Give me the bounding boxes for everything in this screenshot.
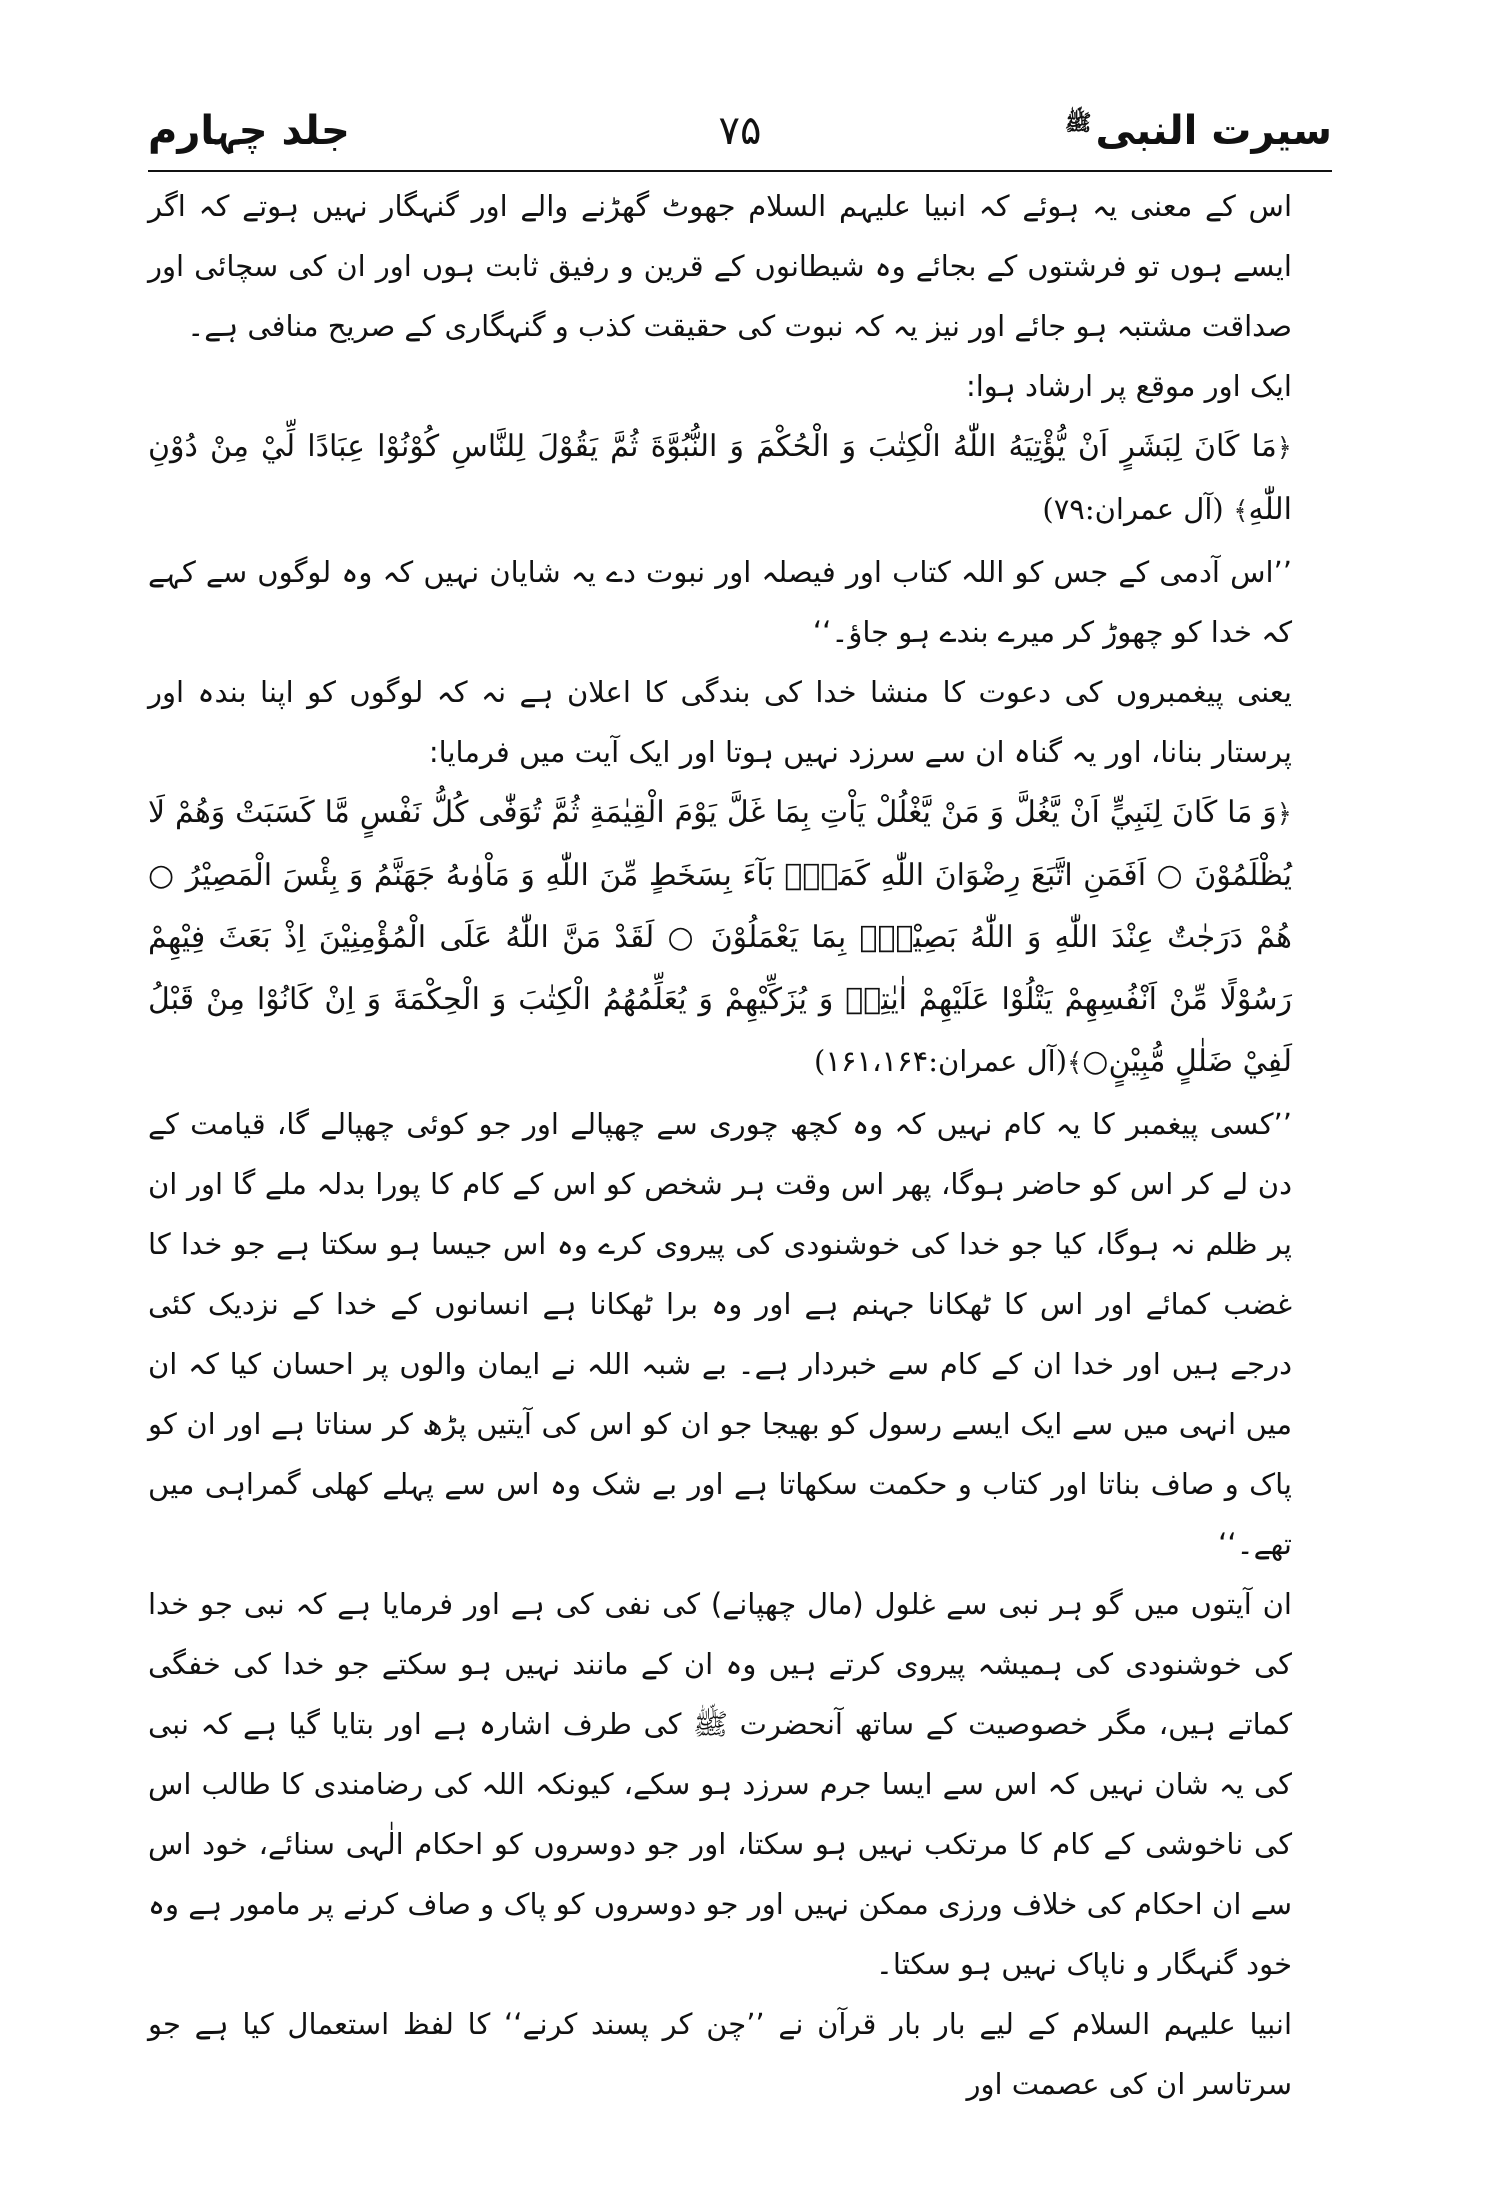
translation-2: ’’کسی پیغمبر کا یہ کام نہیں کہ وہ کچھ چوری سے چھپالے اور جو کوئی چھپالے گا، قیامت کے دن لے کر اس کو حاضر ہوگا، پھر اس وقت ہر شخص کو اس کے کام کا پورا بدلہ ملے گا اور ان پر ظلم نہ ہوگا، کیا جو خدا کی خوشنودی کی پیروی کرے وہ اس جیسا ہو سکتا ہے جو خدا کا غضب کمائے اور اس کا ٹھکانا جہنم ہے اور وہ برا ٹھکانا ہے انسانوں کے خدا کے نزدیک کئی درجے ہیں اور خدا ان کے کام سے خبردار ہے۔ بے شبہ اللہ نے ایمان والوں پر احسان کیا کہ ان میں انہی میں سے ایک ایسے رسول کو بھیجا جو ان کو اس کی آیتیں پڑھ کر سناتا ہے اور ان کو پاک و صاف بناتا اور کتاب و حکمت سکھاتا ہے اور بے شک وہ اس سے پہلے کھلی گمراہی میں تھے۔‘‘ — [148, 1107, 1292, 1561]
paragraph-4: ان آیتوں میں گو ہر نبی سے غلول (مال چھپانے) کی نفی کی ہے اور فرمایا ہے کہ نبی جو خدا کی خوشنودی کی ہمیشہ پیروی کرتے ہیں وہ ان کے مانند نہیں ہو سکتے جو خدا کی خفگی کماتے ہیں، مگر خصوصیت کے ساتھ آنحضرت ﷺ کی طرف اشارہ ہے اور بتایا گیا ہے کہ نبی کی یہ شان نہیں کہ اس سے ایسا جرم سرزد ہو سکے، کیونکہ اللہ کی رضامندی کا طالب اس کی ناخوشی کے کام کا مرتکب نہیں ہو سکتا، اور جو دوسروں کو احکام الٰہی سنائے، خود اس سے ان احکام کی خلاف ورزی ممکن نہیں اور جو دوسروں کو پاک و صاف کرنے پر مامور ہے وہ خود گنہگار و ناپاک نہیں ہو سکتا۔ — [148, 1587, 1292, 1981]
verse-1-text: مَا كَانَ لِبَشَرٍ اَنْ يُّؤْتِيَهُ اللّٰهُ الْكِتٰبَ وَ الْحُكْمَ وَ النُّبُوَّةَ ثُمَّ يَقُوْلَ لِلنَّاسِ كُوْنُوْا عِبَادًا لِّيْ مِنْ دُوْنِ اللّٰهِ — [148, 429, 1292, 527]
verse-close-bracket: ﴾ — [1067, 1048, 1083, 1078]
paragraph-5: انبیا علیہم السلام کے لیے بار بار قرآن نے ’’چن کر پسند کرنے‘‘ کا لفظ استعمال کیا ہے جو سرتاسر ان کی عصمت اور — [148, 2007, 1292, 2101]
quran-verse-1 — [148, 416, 1332, 542]
verse-2-reference: (آل عمران:۱۶۱،۱۶۴) — [814, 1044, 1068, 1078]
header-rule — [148, 170, 1332, 172]
page-header — [148, 108, 1332, 168]
book-title: سیرت النبی — [1095, 108, 1332, 154]
verse-close-bracket: ﴾ — [1233, 496, 1249, 526]
honorific-glyph: ﷺ — [1064, 110, 1092, 136]
page-body — [148, 176, 1332, 2114]
verse-open-bracket: ﴿ — [1276, 433, 1292, 463]
paragraph-1: اس کے معنی یہ ہوئے کہ انبیا علیہم السلام جھوٹ گھڑنے والے اور گنہگار نہیں ہوتے کہ اگر ایسے ہوں تو فرشتوں کے بجائے وہ شیطانوں کے قرین و رفیق ثابت ہوں اور ان کی سچائی اور صداقت مشتبہ ہو جائے اور نیز یہ کہ نبوت کی حقیقت کذب و گنہگاری کے صریح منافی ہے۔ — [148, 189, 1292, 343]
translation-1: ’’اس آدمی کے جس کو اللہ کتاب اور فیصلہ اور نبوت دے یہ شایان نہیں کہ وہ لوگوں سے کہے کہ خدا کو چھوڑ کر میرے بندے ہو جاؤ۔‘‘ — [148, 555, 1292, 649]
paragraph-3: یعنی پیغمبروں کی دعوت کا منشا خدا کی بندگی کا اعلان ہے نہ کہ لوگوں کو اپنا بندہ اور پرستار بنانا، اور یہ گناہ ان سے سرزد نہیں ہوتا اور ایک آیت میں فرمایا: — [148, 675, 1292, 769]
verse-open-bracket: ﴿ — [1276, 799, 1292, 829]
verse-1-reference: (آل عمران:۷۹) — [1042, 492, 1224, 526]
verse-2-text: وَ مَا كَانَ لِنَبِيٍّ اَنْ يَّغُلَّ وَ مَنْ يَّغْلُلْ يَاْتِ بِمَا غَلَّ يَوْمَ الْقِيٰمَةِ ثُمَّ تُوَفّٰى كُلُّ نَفْسٍ مَّا كَسَبَتْ وَهُمْ لَا يُظْلَمُوْنَ ○ اَفَمَنِ اتَّبَعَ رِضْوَانَ اللّٰهِ كَمَنْۢ بَآءَ بِسَخَطٍ مِّنَ اللّٰهِ وَ مَاْوٰىهُ جَهَنَّمُ وَ بِئْسَ الْمَصِيْرُ ○ هُمْ دَرَجٰتٌ عِنْدَ اللّٰهِ وَ اللّٰهُ بَصِيْرٌۢ بِمَا يَعْمَلُوْنَ ○ لَقَدْ مَنَّ اللّٰهُ عَلَى الْمُؤْمِنِيْنَ اِذْ بَعَثَ فِيْهِمْ رَسُوْلًا مِّنْ اَنْفُسِهِمْ يَتْلُوْا عَلَيْهِمْ اٰيٰتِهٖ وَ يُزَكِّيْهِمْ وَ يُعَلِّمُهُمُ الْكِتٰبَ وَ الْحِكْمَةَ وَ اِنْ كَانُوْا مِنْ قَبْلُ لَفِيْ ضَلٰلٍ مُّبِيْنٍ○ — [148, 795, 1292, 1079]
quran-verse-2 — [148, 782, 1332, 1094]
volume-label: جلد چہارم — [148, 108, 350, 154]
running-title — [1065, 108, 1332, 154]
paragraph-2: ایک اور موقع پر ارشاد ہوا: — [965, 369, 1292, 403]
page-number: ۷۵ — [718, 108, 762, 154]
